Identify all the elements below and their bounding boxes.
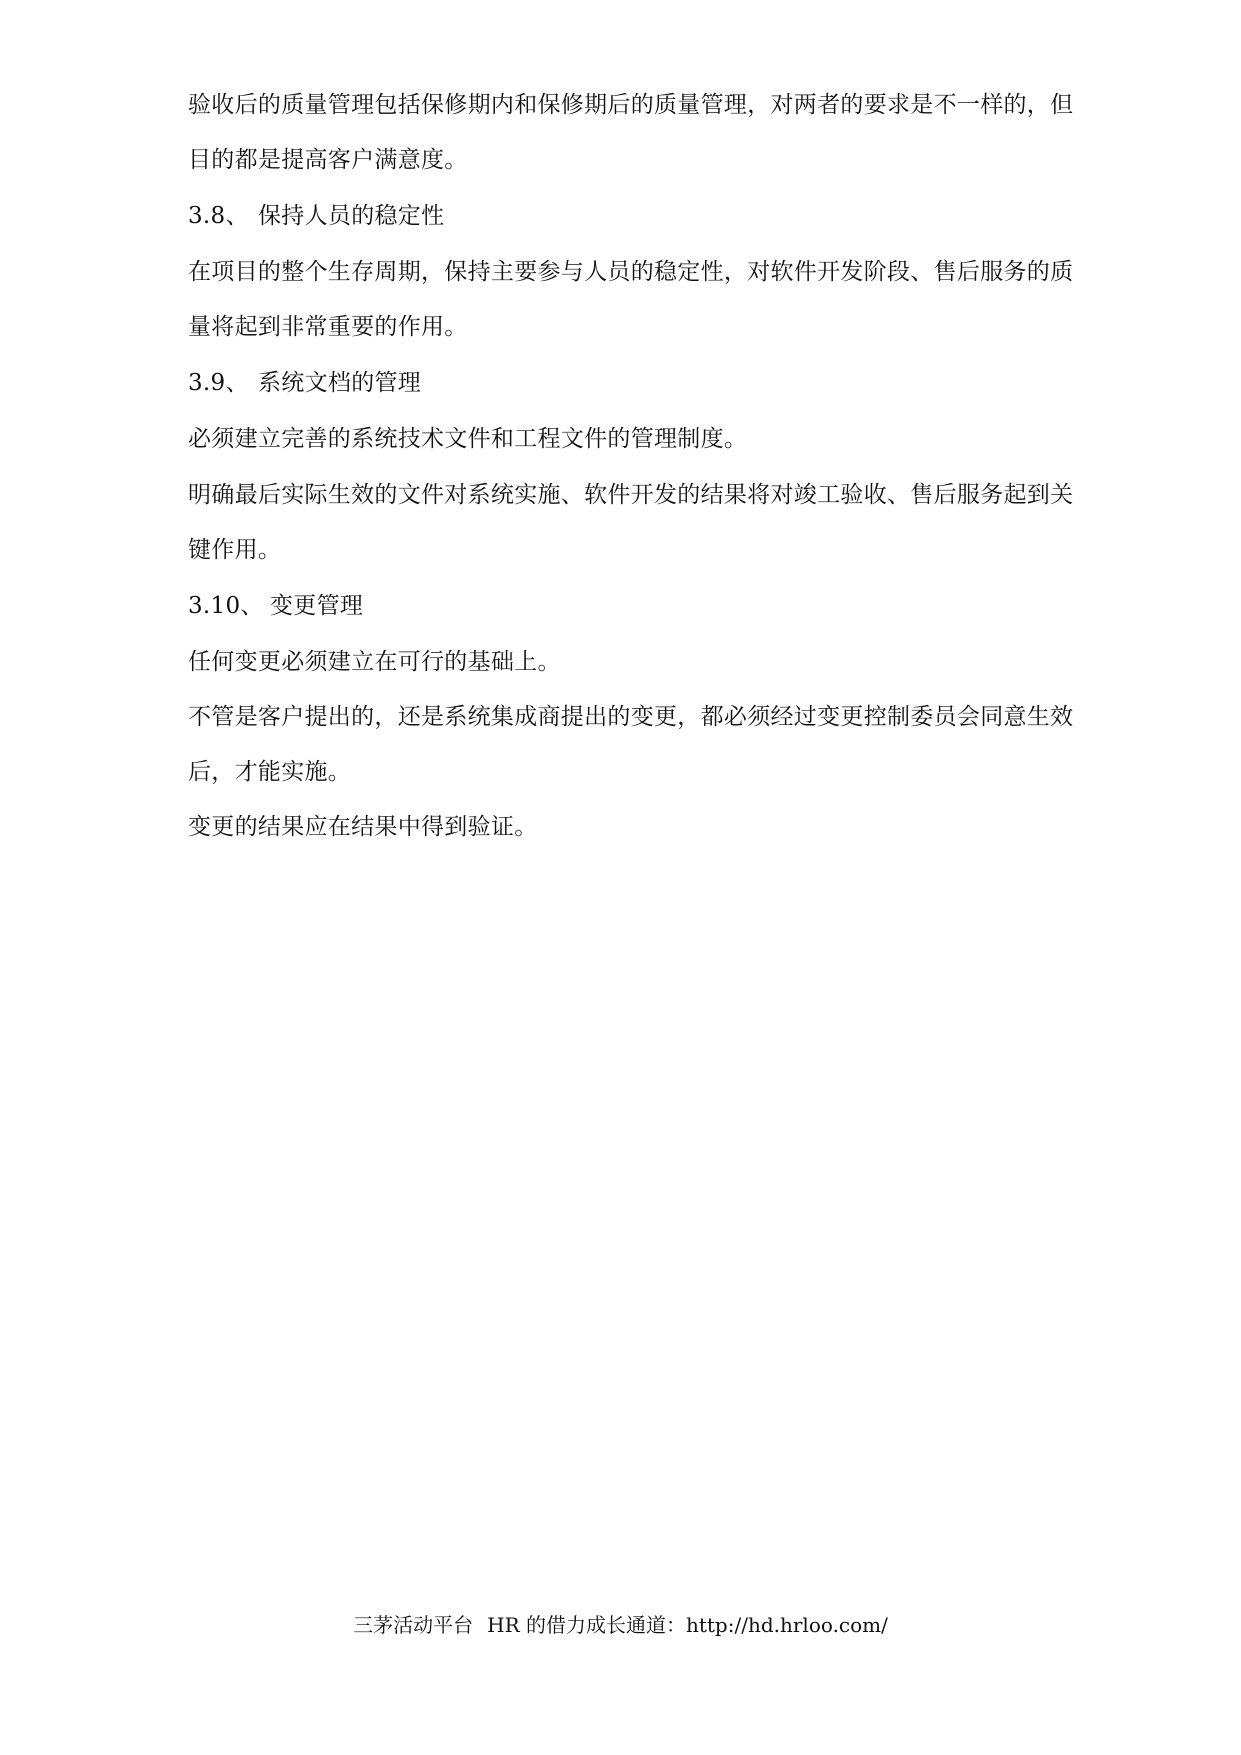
paragraph-line: 明确最后实际生效的文件对系统实施、软件开发的结果将对竣工验收、售后服务起到关 <box>188 482 1074 508</box>
paragraph-line: 验收后的质量管理包括保修期内和保修期后的质量管理，对两者的要求是不一样的，但 <box>188 92 1074 118</box>
section-number: 3.8、 <box>188 203 249 229</box>
section-heading-3-9 <box>188 368 421 398</box>
section-heading-3-10 <box>188 591 363 621</box>
section-title: 系统文档的管理 <box>258 370 422 396</box>
page-footer <box>0 1612 1241 1638</box>
paragraph-line: 必须建立完善的系统技术文件和工程文件的管理制度。 <box>188 426 748 452</box>
paragraph-line: 键作用。 <box>188 537 282 563</box>
footer-link-text[interactable]: HR 的借力成长通道：http://hd.hrloo.com/ <box>487 1613 888 1637</box>
paragraph-line: 不管是客户提出的，还是系统集成商提出的变更，都必须经过变更控制委员会同意生效 <box>188 704 1074 730</box>
paragraph-line: 量将起到非常重要的作用。 <box>188 314 468 340</box>
footer-platform: 三茅活动平台 <box>353 1613 474 1637</box>
paragraph-line: 变更的结果应在结果中得到验证。 <box>188 814 538 840</box>
paragraph-line: 任何变更必须建立在可行的基础上。 <box>188 649 561 675</box>
section-title: 变更管理 <box>270 593 364 619</box>
section-number: 3.9、 <box>188 370 249 396</box>
section-number: 3.10、 <box>188 593 264 619</box>
paragraph-line: 目的都是提高客户满意度。 <box>188 147 468 173</box>
section-title: 保持人员的稳定性 <box>258 203 445 229</box>
paragraph-line: 在项目的整个生存周期，保持主要参与人员的稳定性，对软件开发阶段、售后服务的质 <box>188 259 1074 285</box>
section-heading-3-8 <box>188 201 444 231</box>
paragraph-line: 后，才能实施。 <box>188 759 352 785</box>
